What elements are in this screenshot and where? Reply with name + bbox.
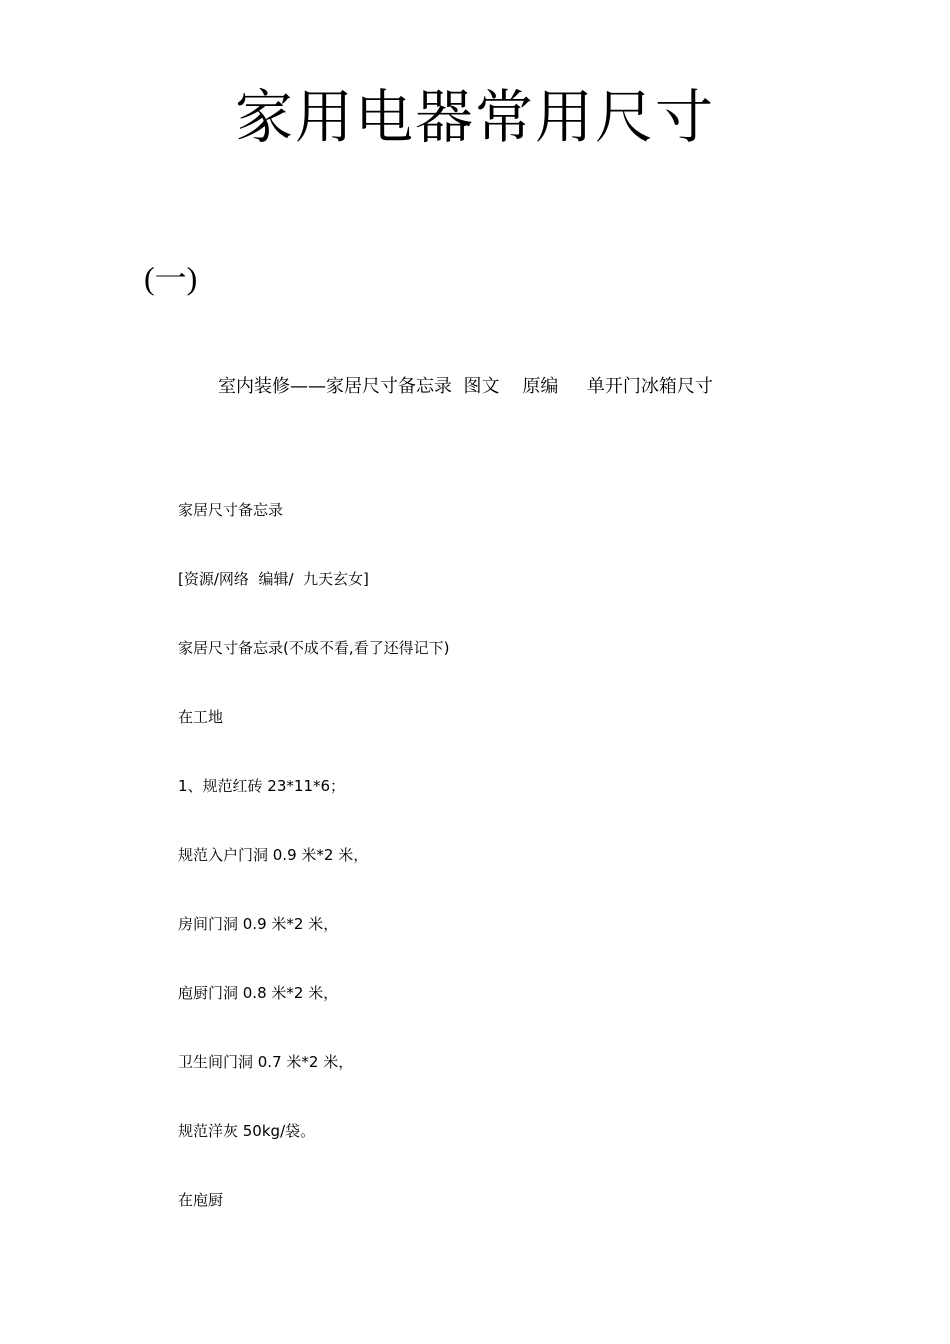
paragraph-line: 庖厨门洞 0.8 米*2 米， [178,984,339,1002]
document-subtitle: 室内装修——家居尺寸备忘录 图文 原编 单开门冰箱尺寸 [218,376,713,397]
paragraph-line: 家居尺寸备忘录 [178,501,284,519]
paragraph-line: 规范入户门洞 0.9 米*2 米， [178,846,369,864]
paragraph-line: 规范洋灰 50kg/袋。 [178,1122,316,1140]
paragraph-line: 在工地 [178,708,224,726]
section-heading: (一) [144,260,198,296]
paragraph-line: 卫生间门洞 0.7 米*2 米， [178,1053,354,1071]
paragraph-line: 房间门洞 0.9 米*2 米， [178,915,339,933]
paragraph-line: [资源/网络 编辑/ 九天玄女] [178,570,369,588]
paragraph-line: 在庖厨 [178,1191,224,1209]
document-title: 家用电器常用尺寸 [234,83,715,151]
paragraph-line: 1、规范红砖 23*11*6； [178,777,346,795]
paragraph-line: 家居尺寸备忘录(不成不看,看了还得记下) [178,639,450,657]
